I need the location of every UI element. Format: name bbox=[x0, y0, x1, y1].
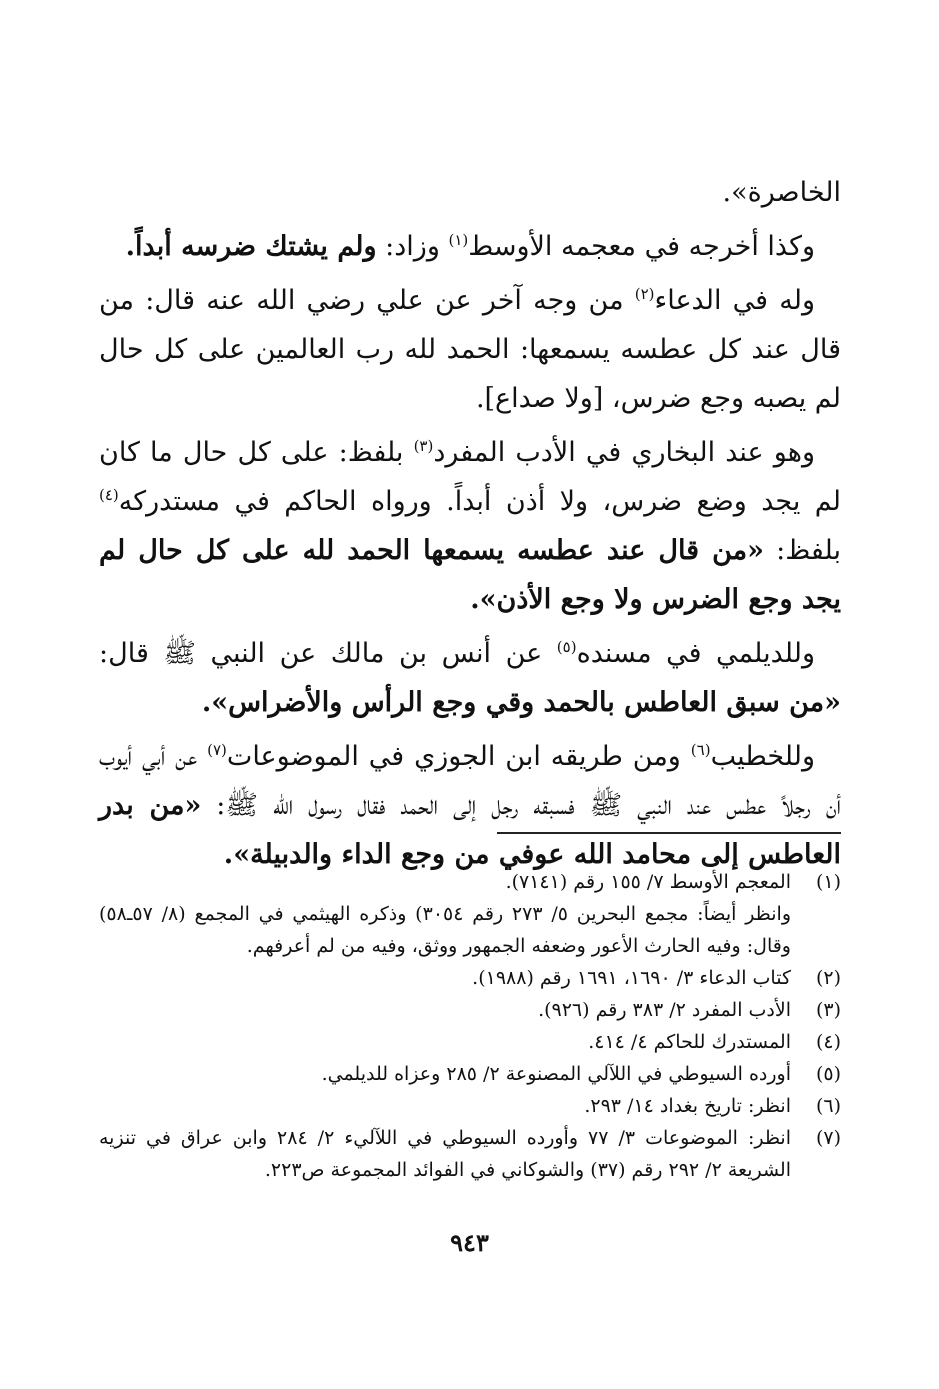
paragraph-2 bbox=[99, 222, 841, 271]
footnote-number: (٥) bbox=[815, 1063, 841, 1085]
footnote-number: (٧) bbox=[815, 1127, 841, 1149]
paragraph-4-text-c: بلفظ: bbox=[763, 535, 842, 566]
footnote-line: الأدب المفرد ٢/ ٣٨٣ رقم (٩٢٦). bbox=[538, 999, 791, 1021]
paragraph-6-text-b: ومن طريقه ابن الجوزي في الموضوعات bbox=[226, 741, 691, 772]
footnote-1 bbox=[99, 866, 841, 962]
paragraph-3-text-b: من وجه آخر عن علي رضي الله عنه قال: من قال عند كل عطسه يسمعها: الحمد لله رب العالمين على كل حال لم يصبه وجع ضرس، [ولا صداع]. bbox=[99, 285, 841, 414]
footnote-ref-7[interactable]: (٧) bbox=[207, 741, 227, 759]
footnote-text bbox=[99, 1026, 791, 1058]
footnote-text bbox=[99, 994, 791, 1026]
footnotes bbox=[99, 866, 841, 1186]
paragraph-3 bbox=[99, 276, 841, 423]
paragraph-5-bold: «من سبق العاطس بالحمد وقي وجع الرأس والأضراس». bbox=[201, 687, 841, 718]
footnote-ref-2[interactable]: (٢) bbox=[634, 285, 655, 303]
main-text bbox=[99, 168, 841, 884]
page-number: ٩٤٣ bbox=[450, 1228, 489, 1257]
paragraph-5-text-a: وللديلمي في مسنده bbox=[576, 638, 815, 669]
footnote-7 bbox=[99, 1122, 841, 1186]
paragraph-2-bold: ولم يشتك ضرسه أبداً. bbox=[125, 231, 377, 262]
footnote-number: (٤) bbox=[815, 1031, 841, 1053]
footnote-ref-4[interactable]: (٤) bbox=[99, 486, 119, 504]
paragraph-4-text-b: بلفظ: على كل حال ما كان لم يجد وضع ضرس، ولا أذن أبداً. ورواه الحاكم في مستدركه bbox=[99, 437, 841, 517]
paragraph-3-text-a: وله في الدعاء bbox=[654, 285, 815, 316]
footnote-line: انظر: تاريخ بغداد ١٤/ ٢٩٣. bbox=[584, 1095, 791, 1117]
footnote-divider bbox=[497, 832, 841, 834]
paragraph-5 bbox=[99, 629, 841, 727]
paragraph-6-text-a: وللخطيب bbox=[710, 741, 816, 772]
footnote-text bbox=[99, 1122, 791, 1186]
footnote-number: (٢) bbox=[815, 967, 841, 989]
footnote-number: (٣) bbox=[815, 999, 841, 1021]
footnote-3 bbox=[99, 994, 841, 1026]
footnote-2 bbox=[99, 962, 841, 994]
footnote-ref-1[interactable]: (١) bbox=[448, 231, 469, 249]
paragraph-1 bbox=[99, 168, 841, 217]
footnote-text bbox=[99, 866, 791, 962]
footnote-4 bbox=[99, 1026, 841, 1058]
paragraph-6-text-c: عن أبي أيوب أن رجلاً عطس عند النبي ﷺ فسبقه رجل إلى الحمد فقال رسول الله ﷺ: bbox=[99, 741, 841, 821]
footnote-line: وانظر أيضاً: مجمع البحرين ٥/ ٢٧٣ رقم ٣٠٥٤) وذكره الهيثمي في المجمع (٨/ ٥٧ـ٥٨) وقال: وفيه الحارث الأعور وضعفه الجمهور ووثق، وفيه من لم أعرفهم. bbox=[99, 903, 792, 957]
paragraph-4-text-a: وهو عند البخاري في الأدب المفرد bbox=[433, 437, 815, 468]
footnote-line: انظر: الموضوعات ٣/ ٧٧ وأورده السيوطي في اللآليء ٢/ ٢٨٤ وابن عراق في تنزيه الشريعة ٢/ ٢٩٢ رقم (٣٧) والشوكاني في الفوائد المجموعة ص٢٢٣. bbox=[99, 1127, 791, 1181]
footnote-text bbox=[99, 1058, 791, 1090]
paragraph-4-bold: «من قال عند عطسه يسمعها الحمد لله على كل حال لم يجد وجع الضرس ولا وجع الأذن». bbox=[99, 535, 841, 615]
footnote-number: (١) bbox=[815, 871, 841, 893]
paragraph-2-text-a: وكذا أخرجه في معجمه الأوسط bbox=[468, 231, 815, 262]
paragraph-6-bold: «من بدر العاطس إلى محامد الله عوفي من وجع الداء والدبيلة». bbox=[99, 790, 841, 870]
footnote-line: المستدرك للحاكم ٤/ ٤١٤. bbox=[588, 1031, 791, 1053]
footnote-ref-5[interactable]: (٥) bbox=[556, 638, 577, 656]
footnote-ref-6[interactable]: (٦) bbox=[690, 741, 711, 759]
footnote-text bbox=[99, 962, 791, 994]
footnote-ref-3[interactable]: (٣) bbox=[413, 437, 434, 455]
paragraph-1-text: الخاصرة». bbox=[722, 177, 841, 208]
footnote-line: المعجم الأوسط ٧/ ١٥٥ رقم (٧١٤١). bbox=[505, 871, 791, 893]
paragraph-4 bbox=[99, 428, 841, 624]
footnote-5 bbox=[99, 1058, 841, 1090]
footnote-text bbox=[99, 1090, 791, 1122]
paragraph-5-text-b: عن أنس بن مالك عن النبي ﷺ قال: bbox=[99, 638, 557, 669]
footnote-6 bbox=[99, 1090, 841, 1122]
paragraph-6 bbox=[99, 732, 841, 879]
footnote-number: (٦) bbox=[815, 1095, 841, 1117]
footnote-line: أورده السيوطي في اللآلي المصنوعة ٢/ ٢٨٥ وعزاه للديلمي. bbox=[321, 1063, 791, 1085]
paragraph-2-text-b: وزاد: bbox=[376, 231, 449, 262]
footnote-line: كتاب الدعاء ٣/ ١٦٩٠، ١٦٩١ رقم (١٩٨٨). bbox=[472, 967, 791, 989]
